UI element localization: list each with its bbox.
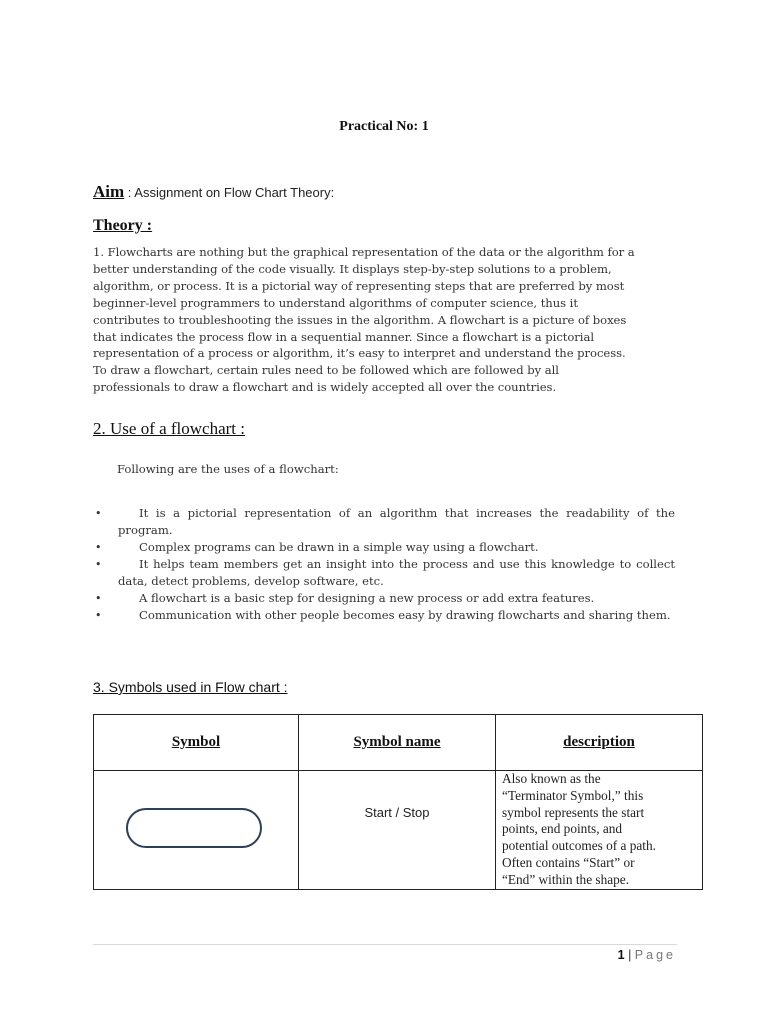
description-line: “Terminator Symbol,” this [502, 787, 644, 803]
symbol-cell [94, 771, 299, 890]
aim-text: Assignment on Flow Chart Theory: [134, 185, 335, 200]
page-word: Page [634, 948, 676, 962]
page-number: 1 [617, 948, 625, 962]
list-item-text: Complex programs can be drawn in a simple way using a flowchart. [139, 540, 539, 554]
bullet-icon: • [95, 541, 102, 554]
table-header-row [94, 715, 703, 771]
description-line: Also known as the [502, 771, 601, 786]
theory-line: algorithm, or process. It is a pictorial way of representing steps that are preferred by most [93, 278, 625, 293]
description-line: points, end points, and [502, 821, 623, 837]
bullet-icon: • [95, 592, 102, 605]
aim-label: Aim [93, 182, 125, 201]
column-header-symbol: Symbol [94, 715, 299, 771]
symbol-name-cell: Start / Stop [299, 771, 496, 890]
uses-list [93, 505, 675, 624]
theory-line: contributes to troubleshooting the issues in the algorithm. A flowchart is a picture of boxes [93, 312, 627, 327]
list-item [93, 505, 675, 539]
footer-separator: | [624, 948, 635, 962]
list-item-text: A flowchart is a basic step for designing a new process or add extra features. [139, 591, 595, 605]
theory-paragraph [93, 244, 677, 396]
bullet-icon: • [95, 507, 102, 520]
description-line: potential outcomes of a path. [502, 838, 656, 854]
list-item [93, 590, 675, 607]
list-item [93, 607, 675, 624]
page-footer [618, 948, 676, 962]
list-item [93, 556, 675, 590]
footer-divider [93, 944, 677, 945]
theory-line: To draw a flowchart, certain rules need to be followed which are followed by all [93, 363, 559, 378]
symbols-heading: 3. Symbols used in Flow chart : [93, 679, 288, 695]
description-line: symbol represents the start [502, 804, 645, 820]
theory-line: 1. Flowcharts are nothing but the graphical representation of the data or the algorithm for a [93, 245, 635, 259]
list-item-text: It helps team members get an insight into the process and use this knowledge to collect data, detect problems, develop software, etc. [118, 557, 675, 588]
list-item-text: It is a pictorial representation of an algorithm that increases the readability of the program. [118, 506, 675, 537]
terminator-oval-icon [126, 808, 262, 848]
theory-line: representation of a process or algorithm, it’s easy to interpret and understand the process. [93, 346, 626, 361]
column-header-symbol-name: Symbol name [299, 715, 496, 771]
description-cell [496, 771, 703, 890]
aim-separator: : [124, 185, 135, 200]
bullet-icon: • [95, 609, 102, 622]
aim-line [93, 182, 334, 202]
list-item-text: Communication with other people becomes easy by drawing flowcharts and sharing them. [139, 608, 671, 622]
symbols-table [93, 714, 703, 890]
description-line: “End” within the shape. [502, 871, 630, 887]
uses-intro: Following are the uses of a flowchart: [117, 462, 339, 476]
theory-line: professionals to draw a flowchart and is widely accepted all over the countries. [93, 380, 557, 395]
theory-line: better understanding of the code visually. It displays step-by-step solutions to a problem, [93, 261, 612, 276]
bullet-icon: • [95, 558, 102, 571]
page-title: Practical No: 1 [339, 119, 429, 134]
description-line: Often contains “Start” or [502, 854, 635, 870]
list-item [93, 539, 675, 556]
uses-heading: 2. Use of a flowchart : [93, 419, 246, 438]
table-row [94, 771, 703, 890]
column-header-description: description [496, 715, 703, 771]
theory-heading: Theory : [93, 217, 153, 234]
theory-line: that indicates the process flow in a sequential manner. Since a flowchart is a pictorial [93, 329, 594, 344]
theory-line: beginner-level programmers to understand algorithms of computer science, thus it [93, 295, 578, 310]
